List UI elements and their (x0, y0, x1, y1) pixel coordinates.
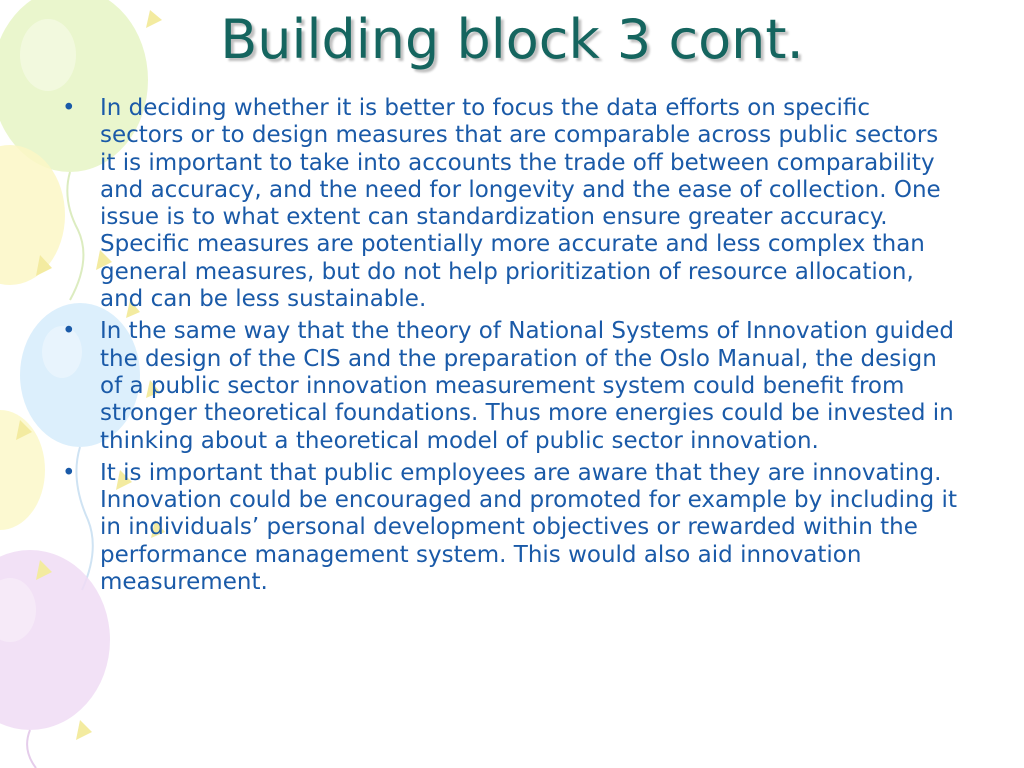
bullet-list (58, 95, 958, 601)
bullet-marker: • (62, 95, 76, 121)
bullet-item (58, 318, 958, 454)
bullet-text: It is important that public employees are aware that they are innovating. Innovation could be encouraged and promoted for example by including it in individuals’ personal development objectives or rewarded within the performance management system. This would also aid innovation measurement. (100, 459, 957, 596)
bullet-item (58, 460, 958, 596)
slide-title: Building block 3 cont. (220, 8, 804, 71)
bullet-text: In deciding whether it is better to focus the data efforts on specific sectors or to design measures that are comparable across public sectors it is important to take into accounts the trade off between comparability and accuracy, and the need for longevity and the ease of collection. One issue is to what extent can standardization ensure greater accuracy. Specific measures are potentially more accurate and less complex than general measures, but do not help prioritization of resource allocation, and can be less sustainable. (100, 95, 941, 313)
bullet-text: In the same way that the theory of National Systems of Innovation guided the design of the CIS and the preparation of the Oslo Manual, the design of a public sector innovation measurement system could benefit from stronger theoretical foundations. Thus more energies could be invested in thinking about a theoretical model of public sector innovation. (100, 318, 954, 454)
bullet-item (58, 95, 958, 313)
bullet-marker: • (62, 318, 76, 345)
bullet-marker: • (62, 459, 76, 486)
